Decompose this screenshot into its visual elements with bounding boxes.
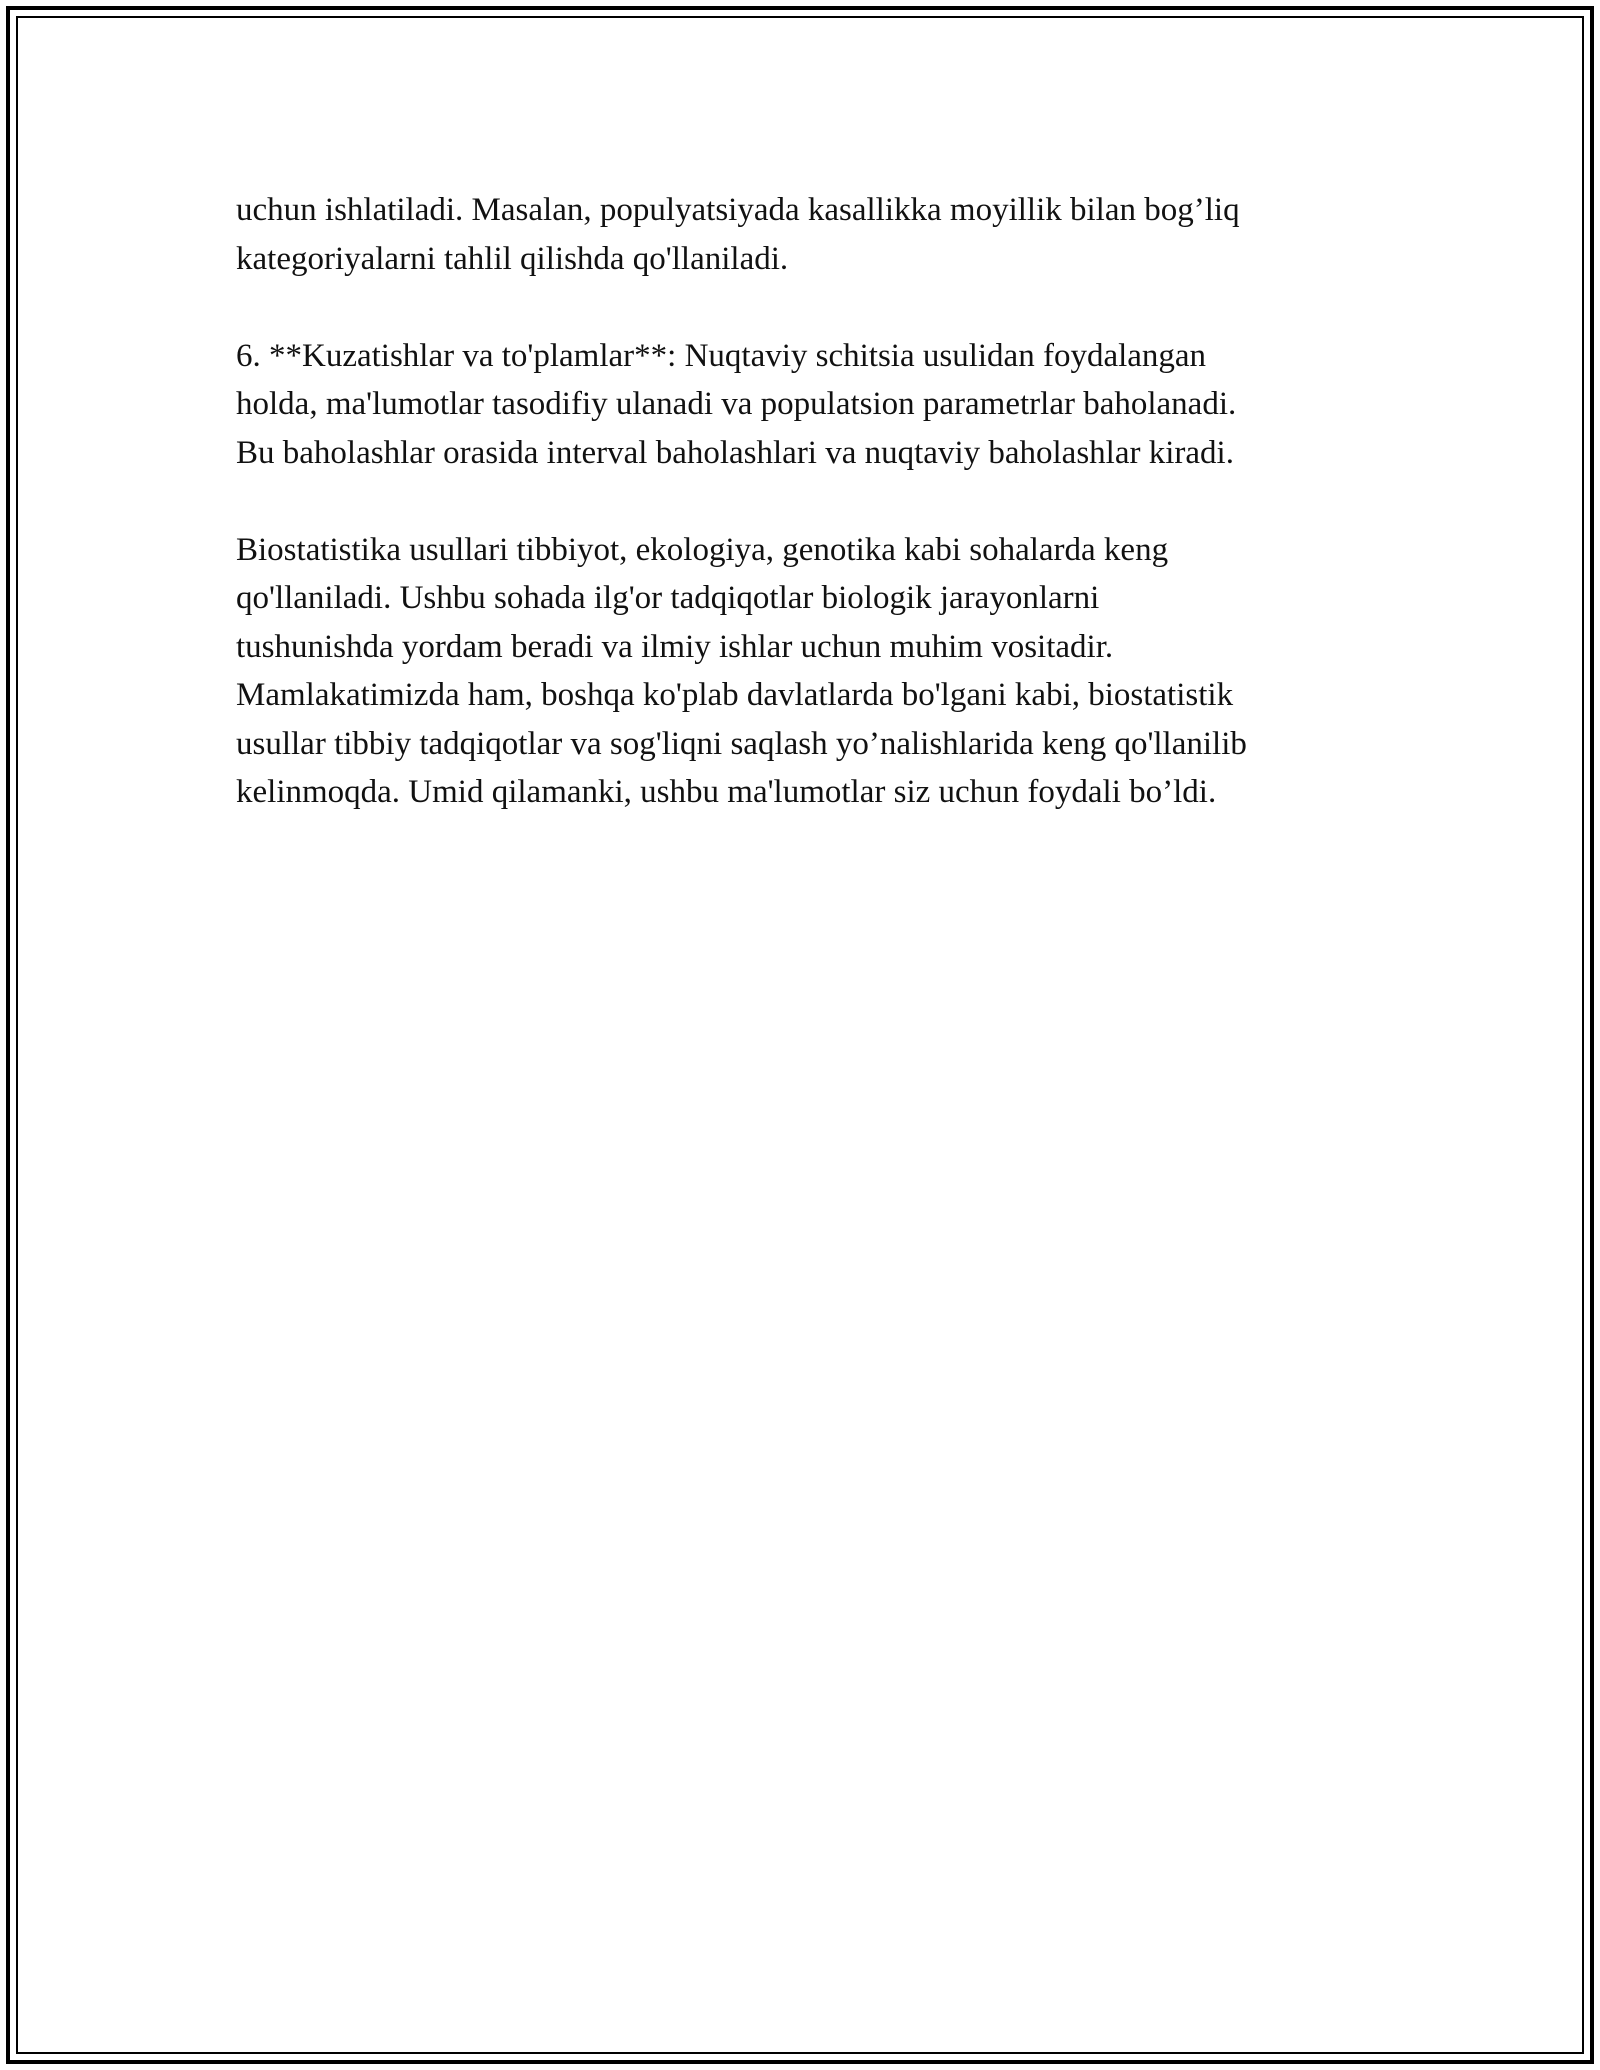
paragraph-3	[236, 526, 1386, 817]
text-line: kelinmoqda. Umid qilamanki, ushbu ma'lumotlar siz uchun foydali bo’ldi.	[236, 774, 1217, 810]
text-line: uchun ishlatiladi. Masalan, populyatsiyada kasallikka moyillik bilan bog’liq	[236, 192, 1240, 228]
paragraph-2	[236, 332, 1386, 478]
text-line: Mamlakatimizda ham, boshqa ko'plab davlatlarda bo'lgani kabi, biostatistik	[236, 677, 1234, 713]
text-line: 6. **Kuzatishlar va to'plamlar**: Nuqtaviy schitsia usulidan foydalangan	[236, 337, 1207, 374]
text-line: Biostatistika usullari tibbiyot, ekologiya, genotika kabi sohalarda keng	[236, 531, 1169, 568]
text-line: holda, ma'lumotlar tasodifiy ulanadi va populatsion parametrlar baholanadi.	[236, 386, 1237, 422]
text-line: qo'llaniladi. Ushbu sohada ilg'or tadqiqotlar biologik jarayonlarni	[236, 580, 1100, 616]
paragraph-1	[236, 186, 1386, 283]
document-body	[236, 186, 1386, 865]
text-line: Bu baholashlar orasida interval baholashlari va nuqtaviy baholashlar kiradi.	[236, 434, 1234, 471]
text-line: usullar tibbiy tadqiqotlar va sog'liqni saqlash yo’nalishlarida keng qo'llanilib	[236, 725, 1247, 762]
text-line: tushunishda yordam beradi va ilmiy ishlar uchun muhim vositadir.	[236, 628, 1114, 665]
text-line: kategoriyalarni tahlil qilishda qo'llaniladi.	[236, 240, 789, 277]
